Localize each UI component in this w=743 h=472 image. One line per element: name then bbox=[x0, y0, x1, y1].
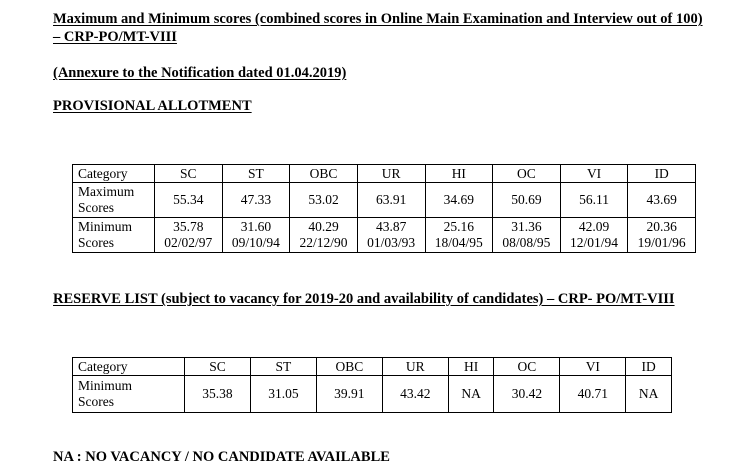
score-cell: 30.42 bbox=[494, 376, 560, 413]
category-cell: ST bbox=[250, 358, 316, 376]
score-cell: 43.42 bbox=[382, 376, 448, 413]
category-header: Category bbox=[73, 358, 185, 376]
score-cell: 47.33 bbox=[222, 183, 290, 218]
score-value: 43.87 bbox=[376, 219, 407, 234]
score-date: 08/08/95 bbox=[502, 235, 551, 250]
row-label-line: Scores bbox=[78, 200, 114, 215]
score-cell: 53.02 bbox=[290, 183, 358, 218]
table-row bbox=[73, 218, 696, 253]
reserve-list-heading: RESERVE LIST (subject to vacancy for 2019-20 and availability of candidates) – CRP- PO/MT-VIII bbox=[53, 291, 675, 307]
score-cell: NA bbox=[626, 376, 672, 413]
score-cell bbox=[290, 218, 358, 253]
score-date: 01/03/93 bbox=[367, 235, 416, 250]
row-label-line: Minimum bbox=[78, 378, 133, 393]
score-cell bbox=[493, 218, 561, 253]
na-note: NA : NO VACANCY / NO CANDIDATE AVAILABLE bbox=[53, 449, 390, 465]
category-cell: ID bbox=[628, 165, 696, 183]
score-cell bbox=[357, 218, 425, 253]
category-cell: UR bbox=[382, 358, 448, 376]
minimum-scores-label bbox=[73, 218, 155, 253]
score-cell: NA bbox=[448, 376, 494, 413]
score-cell bbox=[628, 218, 696, 253]
score-date: 02/02/97 bbox=[164, 235, 213, 250]
score-value: 40.29 bbox=[308, 219, 339, 234]
category-cell: ST bbox=[222, 165, 290, 183]
row-label-line: Maximum bbox=[78, 184, 135, 199]
annexure-line: (Annexure to the Notification dated 01.04.2019) bbox=[53, 65, 347, 81]
row-label-line: Scores bbox=[78, 235, 114, 250]
category-header: Category bbox=[73, 165, 155, 183]
score-date: 18/04/95 bbox=[434, 235, 483, 250]
category-cell: VI bbox=[560, 165, 628, 183]
category-cell: SC bbox=[185, 358, 251, 376]
provisional-allotment-heading: PROVISIONAL ALLOTMENT bbox=[53, 98, 252, 114]
score-date: 22/12/90 bbox=[299, 235, 348, 250]
category-cell: OBC bbox=[316, 358, 382, 376]
category-cell: UR bbox=[357, 165, 425, 183]
reserve-list-table bbox=[72, 357, 672, 413]
table-header-row bbox=[73, 358, 672, 376]
score-value: 31.36 bbox=[511, 219, 542, 234]
minimum-scores-label bbox=[73, 376, 185, 413]
score-cell: 34.69 bbox=[425, 183, 493, 218]
category-cell: HI bbox=[448, 358, 494, 376]
score-date: 12/01/94 bbox=[570, 235, 619, 250]
row-label-line: Minimum bbox=[78, 219, 133, 234]
maximum-scores-label bbox=[73, 183, 155, 218]
category-cell: OC bbox=[493, 165, 561, 183]
score-cell: 63.91 bbox=[357, 183, 425, 218]
table-row bbox=[73, 183, 696, 218]
score-date: 09/10/94 bbox=[231, 235, 280, 250]
score-value: 25.16 bbox=[443, 219, 474, 234]
category-cell: ID bbox=[626, 358, 672, 376]
provisional-allotment-table bbox=[72, 164, 696, 253]
score-value: 42.09 bbox=[578, 219, 610, 234]
score-value: 20.36 bbox=[646, 219, 677, 234]
score-cell bbox=[425, 218, 493, 253]
score-cell: 56.11 bbox=[560, 183, 628, 218]
score-cell: 35.38 bbox=[185, 376, 251, 413]
document-title: Maximum and Minimum scores (combined scores in Online Main Examination and Interview out of 100) – CRP-PO/MT-VIII bbox=[53, 11, 703, 45]
category-cell: HI bbox=[425, 165, 493, 183]
score-cell: 55.34 bbox=[155, 183, 223, 218]
category-cell: OBC bbox=[290, 165, 358, 183]
score-cell bbox=[222, 218, 290, 253]
score-value: 31.60 bbox=[240, 219, 272, 234]
score-cell: 31.05 bbox=[250, 376, 316, 413]
score-value: 35.78 bbox=[173, 219, 204, 234]
category-cell: OC bbox=[494, 358, 560, 376]
category-cell: SC bbox=[155, 165, 223, 183]
category-cell: VI bbox=[560, 358, 626, 376]
table-header-row bbox=[73, 165, 696, 183]
score-cell: 50.69 bbox=[493, 183, 561, 218]
score-cell bbox=[155, 218, 223, 253]
score-cell bbox=[560, 218, 628, 253]
score-cell: 40.71 bbox=[560, 376, 626, 413]
score-cell: 43.69 bbox=[628, 183, 696, 218]
row-label-line: Scores bbox=[78, 394, 114, 409]
table-row bbox=[73, 376, 672, 413]
score-cell: 39.91 bbox=[316, 376, 382, 413]
score-date: 19/01/96 bbox=[637, 235, 686, 250]
